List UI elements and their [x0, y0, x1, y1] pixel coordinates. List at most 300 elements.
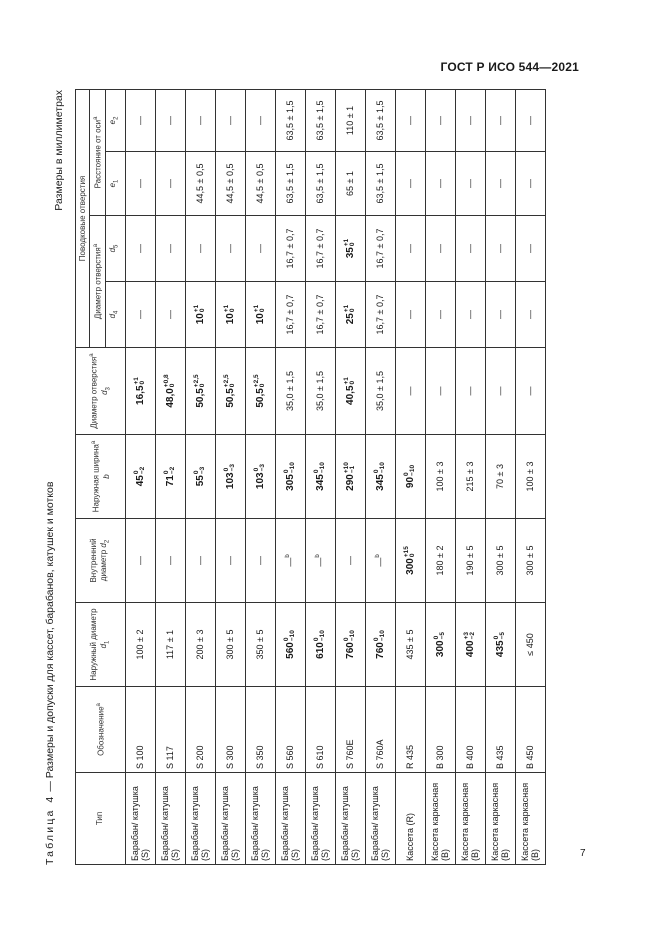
- col-inner-diameter: Внутренний диаметр $d_2$: [76, 519, 126, 603]
- upper-limit: +15: [403, 546, 411, 558]
- cell-e1: [245, 152, 275, 216]
- lower-limit: −2: [139, 466, 147, 475]
- cell-d1: [485, 603, 515, 687]
- tolerance-value: [345, 377, 355, 405]
- cell-value: 190 ± 5: [465, 545, 476, 576]
- cell-value: —: [525, 244, 536, 253]
- cell-designation: S 760A: [365, 687, 395, 773]
- cell-e2: [275, 89, 305, 151]
- cell-e1: [335, 152, 365, 216]
- upper-limit: +0,8: [163, 374, 171, 388]
- cell-type: Кассета каркасная (B): [425, 773, 455, 865]
- cell-type: Барабан/ катушка (S): [245, 773, 275, 865]
- cell-value: 16,7 ± 0,7: [285, 294, 296, 335]
- lower-limit: −10: [409, 464, 417, 476]
- cell-value: —: [495, 179, 506, 188]
- tolerance-base: 40,5: [344, 385, 356, 405]
- cell-value: 300 ± 5: [495, 545, 506, 576]
- footnote-mark: b: [375, 554, 382, 558]
- tolerance-limits: [254, 374, 266, 387]
- cell-value: —: [285, 557, 296, 567]
- lower-limit: 0: [169, 383, 177, 388]
- rotated-table-block: [40, 90, 540, 865]
- cell-designation: S 560: [275, 687, 305, 773]
- cell-e1: [455, 152, 485, 216]
- table-row: [185, 89, 215, 864]
- cell-d4: [515, 282, 545, 348]
- cell-value: —: [405, 244, 416, 253]
- tolerance-limits: [434, 632, 446, 639]
- upper-limit: 0: [133, 470, 141, 475]
- tolerance-limits: [194, 467, 206, 474]
- cell-designation: R 435: [395, 687, 425, 773]
- cell-designation: S 300: [215, 687, 245, 773]
- cell-d5: [245, 216, 275, 282]
- upper-limit: +1: [253, 304, 261, 313]
- tolerance-base: 345: [374, 474, 386, 491]
- cell-value: 180 ± 2: [435, 545, 446, 576]
- cell-e2: [125, 89, 155, 151]
- cell-d2: [365, 519, 395, 603]
- cell-e1: [215, 152, 245, 216]
- cell-d5: [485, 216, 515, 282]
- cell-type: Кассета (R): [395, 773, 425, 865]
- cell-d4: [275, 282, 305, 348]
- cell-type: Барабан/ катушка (S): [185, 773, 215, 865]
- tolerance-base: 305: [284, 474, 296, 491]
- tolerance-base: 71: [164, 475, 176, 487]
- tolerance-limits: [224, 464, 236, 471]
- lower-limit: 0: [139, 380, 147, 385]
- cell-d3: [395, 348, 425, 435]
- cell-d4: [215, 282, 245, 348]
- cell-value: —: [165, 115, 176, 125]
- tolerance-value: [405, 546, 415, 575]
- cell-d1: [455, 603, 485, 687]
- cell-value: —: [525, 310, 536, 319]
- table-header: [76, 89, 126, 864]
- lower-limit: −3: [259, 463, 267, 472]
- table-row: [335, 89, 365, 864]
- cell-value: 63,5 ± 1,5: [285, 163, 296, 204]
- cell-type: Кассета каркасная (B): [485, 773, 515, 865]
- tolerance-limits: [194, 305, 206, 312]
- tolerance-limits: [344, 462, 356, 473]
- cell-d5: [335, 216, 365, 282]
- col-designation: Обозначение$^a$: [76, 687, 126, 773]
- cell-designation: B 450: [515, 687, 545, 773]
- tolerance-value: [255, 374, 265, 407]
- lower-limit: −10: [379, 630, 387, 642]
- cell-value: 350 ± 5: [255, 629, 266, 660]
- tolerance-base: 610: [314, 642, 326, 659]
- cell-designation: B 300: [425, 687, 455, 773]
- tolerance-value: [195, 305, 205, 325]
- cell-value: —: [375, 557, 386, 567]
- cell-b: [335, 435, 365, 519]
- table-row: [125, 89, 155, 864]
- cell-value: 100 ± 3: [435, 461, 446, 492]
- cell-b: [395, 435, 425, 519]
- lower-limit: 0: [199, 383, 207, 388]
- cell-b: [245, 435, 275, 519]
- cell-value: —: [525, 386, 536, 396]
- cell-d4: [125, 282, 155, 348]
- cell-d4: [365, 282, 395, 348]
- cell-d3: [455, 348, 485, 435]
- tolerance-base: 48,0: [164, 388, 176, 408]
- tolerance-base: 300: [434, 640, 446, 658]
- cell-d4: [305, 282, 335, 348]
- cell-d4: [185, 282, 215, 348]
- cell-b: [155, 435, 185, 519]
- table-row: [395, 89, 425, 864]
- cell-d4: [335, 282, 365, 348]
- lower-limit: 0: [409, 553, 417, 558]
- cell-value: —: [495, 115, 506, 125]
- tolerance-value: [135, 377, 145, 405]
- tolerance-limits: [344, 377, 356, 384]
- cell-value: 110 ± 1: [345, 105, 356, 136]
- cell-d2: [155, 519, 185, 603]
- tolerance-base: 300: [404, 558, 416, 575]
- cell-value: —: [195, 115, 206, 125]
- cell-e1: [275, 152, 305, 216]
- cell-e1: [185, 152, 215, 216]
- cell-d4: [455, 282, 485, 348]
- col-axis-distance: Расстояние от оси$^a$: [90, 89, 106, 215]
- tolerance-value: [165, 374, 175, 407]
- upper-limit: 0: [433, 635, 441, 640]
- tolerance-limits: [164, 374, 176, 387]
- cell-value: ≤ 450: [525, 633, 536, 656]
- upper-limit: 0: [313, 637, 321, 642]
- upper-limit: 0: [283, 637, 291, 642]
- caption-label: Таблица: [44, 808, 56, 865]
- lower-limit: −10: [319, 630, 327, 642]
- cell-b: [455, 435, 485, 519]
- cell-value: —: [255, 115, 266, 125]
- tolerance-base: 345: [314, 474, 326, 491]
- cell-value: 215 ± 3: [465, 461, 476, 492]
- cell-d5: [305, 216, 335, 282]
- upper-limit: +2,5: [223, 374, 231, 388]
- col-hole-diameter: Диаметр отверстия$^a$: [90, 216, 106, 348]
- lower-limit: 0: [349, 242, 357, 247]
- tolerance-limits: [134, 377, 146, 384]
- lower-limit: −5: [499, 631, 507, 640]
- cell-e1: [485, 152, 515, 216]
- cell-d3: [335, 348, 365, 435]
- cell-e2: [425, 89, 455, 151]
- cell-e1: [155, 152, 185, 216]
- cell-type: Барабан/ катушка (S): [275, 773, 305, 865]
- cell-d3: [185, 348, 215, 435]
- cell-d3: [245, 348, 275, 435]
- table-row: [305, 89, 335, 864]
- col-e2: $e_2$: [105, 89, 125, 151]
- cell-e2: [215, 89, 245, 151]
- tolerance-limits: [224, 374, 236, 387]
- cell-d1: [215, 603, 245, 687]
- tolerance-base: 25: [344, 313, 356, 325]
- cell-value: —: [435, 115, 446, 125]
- cell-value: 35,0 ± 1,5: [375, 371, 386, 411]
- col-outer-diameter: Наружный диаметр $d_1$: [76, 603, 126, 687]
- cell-b: [425, 435, 455, 519]
- cell-e2: [515, 89, 545, 151]
- tolerance-limits: [194, 374, 206, 387]
- upper-limit: +1: [193, 304, 201, 313]
- cell-d5: [515, 216, 545, 282]
- tolerance-base: 45: [134, 475, 146, 487]
- cell-b: [485, 435, 515, 519]
- cell-value: —: [135, 244, 146, 253]
- cell-designation: S 350: [245, 687, 275, 773]
- tolerance-value: [345, 630, 355, 659]
- lower-limit: 0: [229, 383, 237, 388]
- lower-limit: −10: [289, 462, 297, 474]
- cell-e1: [395, 152, 425, 216]
- cell-value: —: [165, 556, 176, 565]
- cell-value: —: [465, 115, 476, 125]
- cell-b: [515, 435, 545, 519]
- cell-d2: [335, 519, 365, 603]
- lower-limit: −5: [439, 631, 447, 640]
- cell-d5: [125, 216, 155, 282]
- col-drive-holes: Поводковые отверстия: [76, 89, 90, 347]
- cell-type: Барабан/ катушка (S): [365, 773, 395, 865]
- tolerance-value: [135, 467, 145, 487]
- tolerance-base: 760: [374, 642, 386, 659]
- upper-limit: 0: [373, 637, 381, 642]
- lower-limit: 0: [349, 308, 357, 313]
- tolerance-value: [195, 467, 205, 487]
- cell-designation: B 400: [455, 687, 485, 773]
- cell-value: 16,7 ± 0,7: [375, 228, 386, 269]
- cell-value: 300 ± 5: [225, 629, 236, 660]
- tolerance-limits: [404, 546, 416, 557]
- cell-d5: [365, 216, 395, 282]
- cell-value: —: [135, 179, 146, 188]
- lower-limit: 0: [259, 308, 267, 313]
- cell-value: —: [465, 244, 476, 253]
- tolerance-limits: [164, 467, 176, 474]
- cell-e1: [365, 152, 395, 216]
- cell-d2: [125, 519, 155, 603]
- tolerance-limits: [374, 462, 386, 473]
- upper-limit: +1: [223, 304, 231, 313]
- cell-d2: [395, 519, 425, 603]
- cell-e2: [185, 89, 215, 151]
- cell-d2: [455, 519, 485, 603]
- cell-value: 16,7 ± 0,7: [315, 294, 326, 335]
- cell-value: —: [165, 179, 176, 188]
- tolerance-value: [375, 630, 385, 659]
- cell-value: —: [405, 310, 416, 319]
- upper-limit: +2,5: [253, 374, 261, 388]
- units-note: Размеры в миллиметрах: [53, 90, 65, 211]
- col-type: Тип: [76, 773, 126, 865]
- lower-limit: −3: [229, 463, 237, 472]
- cell-e2: [335, 89, 365, 151]
- cell-d3: [485, 348, 515, 435]
- cell-value: —: [495, 310, 506, 319]
- cell-d3: [155, 348, 185, 435]
- cell-value: —: [135, 115, 146, 125]
- tolerance-base: 435: [494, 640, 506, 658]
- cell-b: [125, 435, 155, 519]
- cell-d4: [485, 282, 515, 348]
- tolerance-limits: [134, 467, 146, 474]
- cell-designation: S 117: [155, 687, 185, 773]
- upper-limit: 0: [253, 467, 261, 472]
- cell-type: Кассета каркасная (B): [515, 773, 545, 865]
- lower-limit: −10: [289, 630, 297, 642]
- cell-designation: S 760E: [335, 687, 365, 773]
- table-row: [215, 89, 245, 864]
- cell-value: —: [405, 115, 416, 125]
- upper-limit: 0: [343, 637, 351, 642]
- cell-value: —: [435, 244, 446, 253]
- upper-limit: +2,5: [193, 374, 201, 388]
- upper-limit: 0: [373, 469, 381, 474]
- table-row: [155, 89, 185, 864]
- footnote-mark: b: [315, 554, 322, 558]
- cell-value: —: [495, 386, 506, 396]
- table-row: [485, 89, 515, 864]
- upper-limit: +1: [133, 377, 141, 385]
- cell-d5: [185, 216, 215, 282]
- col-d4: $d_4$: [105, 282, 125, 348]
- cell-d1: [155, 603, 185, 687]
- tolerance-value: [345, 462, 355, 491]
- cell-value: 16,7 ± 0,7: [315, 228, 326, 269]
- tolerance-limits: [254, 305, 266, 312]
- cell-value: 16,7 ± 0,7: [285, 228, 296, 269]
- col-bore-diameter: Диаметр отверстия$^a$ $d_3$: [76, 348, 126, 435]
- upper-limit: 0: [403, 472, 411, 476]
- tolerance-base: 290: [344, 474, 356, 491]
- cell-value: —: [495, 244, 506, 253]
- cell-value: —: [165, 310, 176, 319]
- cell-d1: [125, 603, 155, 687]
- cell-designation: S 610: [305, 687, 335, 773]
- tolerance-limits: [284, 630, 296, 641]
- cell-d2: [215, 519, 245, 603]
- cell-value: —: [225, 556, 236, 565]
- lower-limit: −10: [319, 462, 327, 474]
- cell-type: Барабан/ катушка (S): [335, 773, 365, 865]
- cell-d5: [155, 216, 185, 282]
- cell-d5: [425, 216, 455, 282]
- tolerance-value: [405, 465, 415, 488]
- tolerance-base: 400: [464, 640, 476, 658]
- upper-limit: 0: [163, 470, 171, 475]
- cell-d1: [335, 603, 365, 687]
- tolerance-value: [285, 462, 295, 491]
- col-e1: $e_1$: [105, 152, 125, 216]
- tolerance-limits: [284, 462, 296, 473]
- cell-value: 63,5 ± 1,5: [285, 100, 296, 141]
- cell-value: —: [465, 310, 476, 319]
- tolerance-value: [225, 374, 235, 407]
- upper-limit: 0: [313, 469, 321, 474]
- cell-value: —: [405, 179, 416, 188]
- cell-value: —: [435, 310, 446, 319]
- cell-value: 200 ± 3: [195, 629, 206, 660]
- cell-value: —: [465, 386, 476, 396]
- dimensions-table: [75, 89, 546, 865]
- tolerance-value: [225, 464, 235, 489]
- table-row: [275, 89, 305, 864]
- tolerance-base: 50,5: [194, 388, 206, 408]
- tolerance-limits: [254, 464, 266, 471]
- cell-d4: [245, 282, 275, 348]
- cell-value: —: [405, 386, 416, 396]
- cell-d1: [305, 603, 335, 687]
- lower-limit: −10: [349, 630, 357, 642]
- cell-d3: [305, 348, 335, 435]
- tolerance-limits: [314, 630, 326, 641]
- lower-limit: −2: [469, 631, 477, 640]
- upper-limit: 0: [493, 635, 501, 640]
- cell-d1: [275, 603, 305, 687]
- table-row: [425, 89, 455, 864]
- cell-designation: S 200: [185, 687, 215, 773]
- footnote-mark: b: [285, 554, 292, 558]
- cell-value: —: [135, 556, 146, 565]
- standard-header: ГОСТ Р ИСО 544—2021: [440, 60, 579, 74]
- tolerance-limits: [344, 305, 356, 312]
- tolerance-base: 55: [194, 475, 206, 487]
- cell-d1: [185, 603, 215, 687]
- cell-e1: [305, 152, 335, 216]
- cell-value: —: [255, 556, 266, 565]
- cell-value: —: [195, 556, 206, 565]
- cell-d3: [275, 348, 305, 435]
- cell-value: 16,7 ± 0,7: [375, 294, 386, 335]
- cell-d2: [305, 519, 335, 603]
- cell-d3: [425, 348, 455, 435]
- cell-d2: [185, 519, 215, 603]
- cell-designation: B 435: [485, 687, 515, 773]
- tolerance-limits: [464, 632, 476, 639]
- cell-type: Барабан/ катушка (S): [215, 773, 245, 865]
- tolerance-limits: [344, 630, 356, 641]
- table-body: [125, 89, 545, 864]
- tolerance-limits: [314, 462, 326, 473]
- cell-e2: [245, 89, 275, 151]
- cell-d1: [245, 603, 275, 687]
- cell-d3: [215, 348, 245, 435]
- lower-limit: 0: [349, 380, 357, 385]
- cell-e1: [125, 152, 155, 216]
- tolerance-value: [225, 305, 235, 325]
- tolerance-base: 50,5: [224, 388, 236, 408]
- tolerance-limits: [224, 305, 236, 312]
- cell-d2: [245, 519, 275, 603]
- tolerance-base: 10: [194, 313, 206, 325]
- cell-value: —: [255, 244, 266, 253]
- cell-value: 63,5 ± 1,5: [315, 163, 326, 204]
- cell-value: 63,5 ± 1,5: [375, 163, 386, 204]
- cell-d5: [395, 216, 425, 282]
- caption-title: — Размеры и допуски для кассет, барабанов, катушек и мотков: [44, 481, 56, 792]
- cell-d1: [425, 603, 455, 687]
- tolerance-value: [435, 632, 445, 657]
- cell-e1: [425, 152, 455, 216]
